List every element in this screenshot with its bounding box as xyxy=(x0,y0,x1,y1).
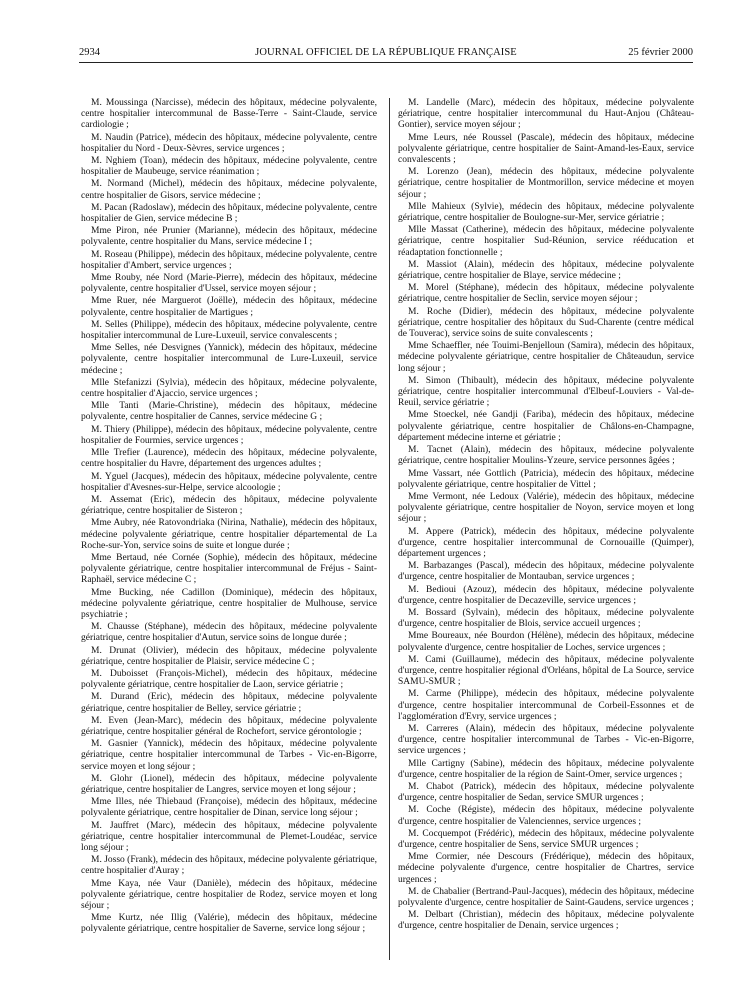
appointment-entry: Mme Stoeckel, née Gandji (Fariba), médecin des hôpitaux, médecine polyvalente gériatrique, centre hospitalier de Châlons-en-Champagne, département médecine interne et gériatrie ; xyxy=(398,410,694,443)
appointment-entry: Mlle Cartigny (Sabine), médecin des hôpitaux, médecine polyvalente d'urgence, centre hospitalier de la région de Saint-Omer, service urgences ; xyxy=(398,758,694,780)
appointment-entry: M. Normand (Michel), médecin des hôpitaux, médecine polyvalente, centre hospitalier de Gisors, service médecine ; xyxy=(81,179,377,201)
appointment-entry: M. Cocquempot (Frédéric), médecin des hôpitaux, médecine polyvalente d'urgence, centre hospitalier de Sens, service SMUR urgences ; xyxy=(398,828,694,850)
appointment-entry: Mme Leurs, née Roussel (Pascale), médecin des hôpitaux, médecine polyvalente gériatrique, centre hospitalier de Saint-Amand-les-Eaux, service convalescents ; xyxy=(398,132,694,166)
appointment-entry: M. Appere (Patrick), médecin des hôpitaux, médecine polyvalente d'urgence, centre hospitalier intercommunal de Cornouaille (Quimper), département urgences ; xyxy=(398,526,694,559)
appointment-entry: Mme Aubry, née Ratovondriaka (Nirina, Nathalie), médecin des hôpitaux, médecine polyvalente gériatrique, centre hospitalier départemental de La Roche-sur-Yon, service soins de suite et longue durée ; xyxy=(81,518,377,551)
appointment-entry: Mme Bertaud, née Cornée (Sophie), médecin des hôpitaux, médecine polyvalente gériatrique, centre hospitalier intercommunal de Fréjus - Saint-Raphaël, service médecine C ; xyxy=(81,552,377,586)
appointment-entry: M. Cami (Guillaume), médecin des hôpitaux, médecine polyvalente d'urgence, centre hospitalier régional d'Orléans, hôpital de La Source, service SAMU-SMUR ; xyxy=(398,654,694,688)
appointment-entry: Mlle Massat (Catherine), médecin des hôpitaux, médecine polyvalente gériatrique, centre hospitalier Sud-Réunion, service rééducation et réadaptation fonctionnelle ; xyxy=(398,225,694,258)
appointment-entry: M. Gasnier (Yannick), médecin des hôpitaux, médecine polyvalente gériatrique, centre hospitalier intercommunal de Tarbes - Vic-en-Bigorre, service moyen et long séjour ; xyxy=(81,739,377,772)
appointment-entry: M. Thiery (Philippe), médecin des hôpitaux, médecine polyvalente, centre hospitalier de Fourmies, service urgences ; xyxy=(81,424,377,446)
appointment-entry: Mme Cormier, née Descours (Frédérique), médecin des hôpitaux, médecine polyvalente d'urgence, centre hospitalier de Chartres, service urgences ; xyxy=(398,852,694,885)
right-column xyxy=(398,98,694,934)
appointment-entry: Mme Schaeffler, née Touimi-Benjelloun (Samira), médecin des hôpitaux, médecine polyvalente gériatrique, centre hospitalier de Châteaudun, service long séjour ; xyxy=(398,341,694,374)
appointment-entry: M. Chabot (Patrick), médecin des hôpitaux, médecine polyvalente d'urgence, centre hospitalier de Sedan, service SMUR urgences ; xyxy=(398,781,694,804)
appointment-entry: M. Yguel (Jacques), médecin des hôpitaux, médecine polyvalente, centre hospitalier d'Avesnes-sur-Helpe, service alcoologie ; xyxy=(81,471,377,493)
appointment-entry: M. Coche (Régiste), médecin des hôpitaux, médecine polyvalente d'urgence, centre hospitalier de Valenciennes, service urgences ; xyxy=(398,805,694,827)
appointment-entry: Mlle Tanti (Marie-Christine), médecin des hôpitaux, médecine polyvalente, centre hospitalier de Cannes, service médecine G ; xyxy=(81,401,377,423)
appointment-entry: M. Carreres (Alain), médecin des hôpitaux, médecine polyvalente d'urgence, centre hospitalier intercommunal de Tarbes - Vic-en-Bigorre, service urgences ; xyxy=(398,723,694,757)
header-rule xyxy=(79,62,693,63)
appointment-entry: M. Delbart (Christian), médecin des hôpitaux, médecine polyvalente d'urgence, centre hospitalier de Denain, service urgences ; xyxy=(398,910,694,932)
appointment-entry: M. Simon (Thibault), médecin des hôpitaux, médecine polyvalente gériatrique, centre hospitalier intercommunal d'Elbeuf-Louviers - Val-de-Reuil, service gériatrie ; xyxy=(398,375,694,409)
appointment-entry: M. Assemat (Eric), médecin des hôpitaux, médecine polyvalente gériatrique, centre hospitalier de Sisteron ; xyxy=(81,494,377,517)
appointment-entry: M. Pacan (Radoslaw), médecin des hôpitaux, médecine polyvalente, centre hospitalier de Gien, service médecine B ; xyxy=(81,202,377,225)
column-separator xyxy=(389,98,390,960)
appointment-entry: M. Bedioui (Azouz), médecin des hôpitaux, médecine polyvalente d'urgence, centre hospitalier de Decazeville, service urgences ; xyxy=(398,584,694,606)
appointment-entry: Mme Illes, née Thiebaud (Françoise), médecin des hôpitaux, médecine polyvalente gériatrique, centre hospitalier de Dinan, service long séjour ; xyxy=(81,797,377,819)
appointment-entry: M. Carme (Philippe), médecin des hôpitaux, médecine polyvalente d'urgence, centre hospitalier intercommunal de Corbeil-Essonnes et de l'agglomération d'Evry, service urgences ; xyxy=(398,689,694,722)
page-number: 2934 xyxy=(79,47,100,58)
appointment-entry: Mlle Trefier (Laurence), médecin des hôpitaux, médecine polyvalente, centre hospitalier du Havre, département des urgences adultes ; xyxy=(81,448,377,470)
appointment-entry: Mme Piron, née Prunier (Marianne), médecin des hôpitaux, médecine polyvalente, centre hospitalier du Mans, service médecine I ; xyxy=(81,226,377,248)
appointment-entry: M. Drunat (Olivier), médecin des hôpitaux, médecine polyvalente gériatrique, centre hospitalier de Plaisir, service médecine C ; xyxy=(81,645,377,667)
appointment-entry: M. Lorenzo (Jean), médecin des hôpitaux, médecine polyvalente gériatrique, centre hospitalier de Montmorillon, service médecine et moyen séjour ; xyxy=(398,167,694,200)
appointment-entry: Mme Vermont, née Ledoux (Valérie), médecin des hôpitaux, médecine polyvalente gériatrique, centre hospitalier de Noyon, service moyen et long séjour ; xyxy=(398,491,694,525)
appointment-entry: Mlle Mahieux (Sylvie), médecin des hôpitaux, médecine polyvalente gériatrique, centre hospitalier de Boulogne-sur-Mer, service gériatrie ; xyxy=(398,201,694,224)
appointment-entry: M. Chausse (Stéphane), médecin des hôpitaux, médecine polyvalente gériatrique, centre hospitalier d'Autun, service soins de longue durée ; xyxy=(81,622,377,644)
appointment-entry: M. Barbazanges (Pascal), médecin des hôpitaux, médecine polyvalente d'urgence, centre hospitalier de Montauban, service urgences ; xyxy=(398,561,694,583)
appointment-entry: Mme Kaya, née Vaur (Danièle), médecin des hôpitaux, médecine polyvalente gériatrique, centre hospitalier de Rodez, service moyen et long séjour ; xyxy=(81,878,377,912)
appointment-entry: M. Selles (Philippe), médecin des hôpitaux, médecine polyvalente, centre hospitalier intercommunal de Lure-Luxeuil, service convalescents ; xyxy=(81,319,377,342)
appointment-entry: M. Durand (Eric), médecin des hôpitaux, médecine polyvalente gériatrique, centre hospitalier de Belley, service gériatrie ; xyxy=(81,692,377,714)
appointment-entry: M. Landelle (Marc), médecin des hôpitaux, médecine polyvalente gériatrique, centre hospitalier intercommunal du Haut-Anjou (Château-Gontier), service moyen séjour ; xyxy=(398,98,694,131)
appointment-entry: Mlle Stefanizzi (Sylvia), médecin des hôpitaux, médecine polyvalente, centre hospitalier d'Ajaccio, service urgences ; xyxy=(81,377,377,400)
appointment-entry: M. Nghiem (Toan), médecin des hôpitaux, médecine polyvalente, centre hospitalier de Maubeuge, service réanimation ; xyxy=(81,156,377,178)
appointment-entry: M. Naudin (Patrice), médecin des hôpitaux, médecine polyvalente, centre hospitalier du Nord - Deux-Sèvres, service urgences ; xyxy=(81,132,377,154)
appointment-entry: M. Roseau (Philippe), médecin des hôpitaux, médecine polyvalente, centre hospitalier d'Ambert, service urgences ; xyxy=(81,249,377,271)
appointment-entry: Mme Ruer, née Marguerot (Joëlle), médecin des hôpitaux, médecine polyvalente, centre hospitalier de Martigues ; xyxy=(81,296,377,318)
appointment-entry: Mme Rouby, née Nord (Marie-Pierre), médecin des hôpitaux, médecine polyvalente, centre hospitalier d'Ussel, service moyen séjour ; xyxy=(81,273,377,295)
appointment-entry: M. Jauffret (Marc), médecin des hôpitaux, médecine polyvalente gériatrique, centre hospitalier intercommunal de Plemet-Loudéac, service long séjour ; xyxy=(81,820,377,853)
appointment-entry: M. Massiot (Alain), médecin des hôpitaux, médecine polyvalente gériatrique, centre hospitalier de Blaye, service médecine ; xyxy=(398,259,694,282)
appointment-entry: Mme Boureaux, née Bourdon (Hélène), médecin des hôpitaux, médecine polyvalente d'urgence, centre hospitalier de Loches, service urgences ; xyxy=(398,631,694,653)
appointment-entry: M. Bossard (Sylvain), médecin des hôpitaux, médecine polyvalente d'urgence, centre hospitalier de Blois, service accueil urgences ; xyxy=(398,607,694,630)
journal-title: JOURNAL OFFICIEL DE LA RÉPUBLIQUE FRANÇAISE xyxy=(255,47,517,58)
appointment-entry: M. Josso (Frank), médecin des hôpitaux, médecine polyvalente gériatrique, centre hospitalier d'Auray ; xyxy=(81,855,377,877)
left-column xyxy=(81,98,377,937)
appointment-entry: Mme Vassart, née Gottlich (Patricia), médecin des hôpitaux, médecine polyvalente gériatrique, centre hospitalier de Vittel ; xyxy=(398,468,694,490)
appointment-entry: M. Glohr (Lionel), médecin des hôpitaux, médecine polyvalente gériatrique, centre hospitalier de Langres, service moyen et long séjour ; xyxy=(81,773,377,795)
appointment-entry: M. Even (Jean-Marc), médecin des hôpitaux, médecine polyvalente gériatrique, centre hospitalier général de Rochefort, service gérontologie ; xyxy=(81,715,377,737)
appointment-entry: M. de Chabalier (Bertrand-Paul-Jacques), médecin des hôpitaux, médecine polyvalente d'urgence, centre hospitalier de Saint-Gaudens, service urgences ; xyxy=(398,886,694,909)
appointment-entry: M. Tacnet (Alain), médecin des hôpitaux, médecine polyvalente gériatrique, centre hospitalier Moulins-Yzeure, service personnes âgées ; xyxy=(398,445,694,467)
appointment-entry: M. Morel (Stéphane), médecin des hôpitaux, médecine polyvalente gériatrique, centre hospitalier de Seclin, service moyen séjour ; xyxy=(398,283,694,305)
appointment-entry: M. Moussinga (Narcisse), médecin des hôpitaux, médecine polyvalente, centre hospitalier intercommunal de Basse-Terre - Saint-Claude, service cardiologie ; xyxy=(81,98,377,131)
appointment-entry: Mme Selles, née Desvignes (Yannick), médecin des hôpitaux, médecine polyvalente, centre hospitalier intercommunal de Lure-Luxeuil, service médecine ; xyxy=(81,343,377,376)
appointment-entry: M. Roche (Didier), médecin des hôpitaux, médecine polyvalente gériatrique, centre hospitalier des hôpitaux du Sud-Charente (centre médical de Touverac), service soins de suite convalescents ; xyxy=(398,306,694,340)
page-header xyxy=(79,46,693,60)
publication-date: 25 février 2000 xyxy=(628,47,693,58)
appointment-entry: M. Duboisset (François-Michel), médecin des hôpitaux, médecine polyvalente gériatrique, centre hospitalier de Laon, service gériatrie ; xyxy=(81,668,377,691)
appointment-entry: Mme Kurtz, née Illig (Valérie), médecin des hôpitaux, médecine polyvalente gériatrique, centre hospitalier de Saverne, service long séjour ; xyxy=(81,913,377,935)
appointment-entry: Mme Bucking, née Cadillon (Dominique), médecin des hôpitaux, médecine polyvalente gériatrique, centre hospitalier de Mulhouse, service psychiatrie ; xyxy=(81,587,377,620)
